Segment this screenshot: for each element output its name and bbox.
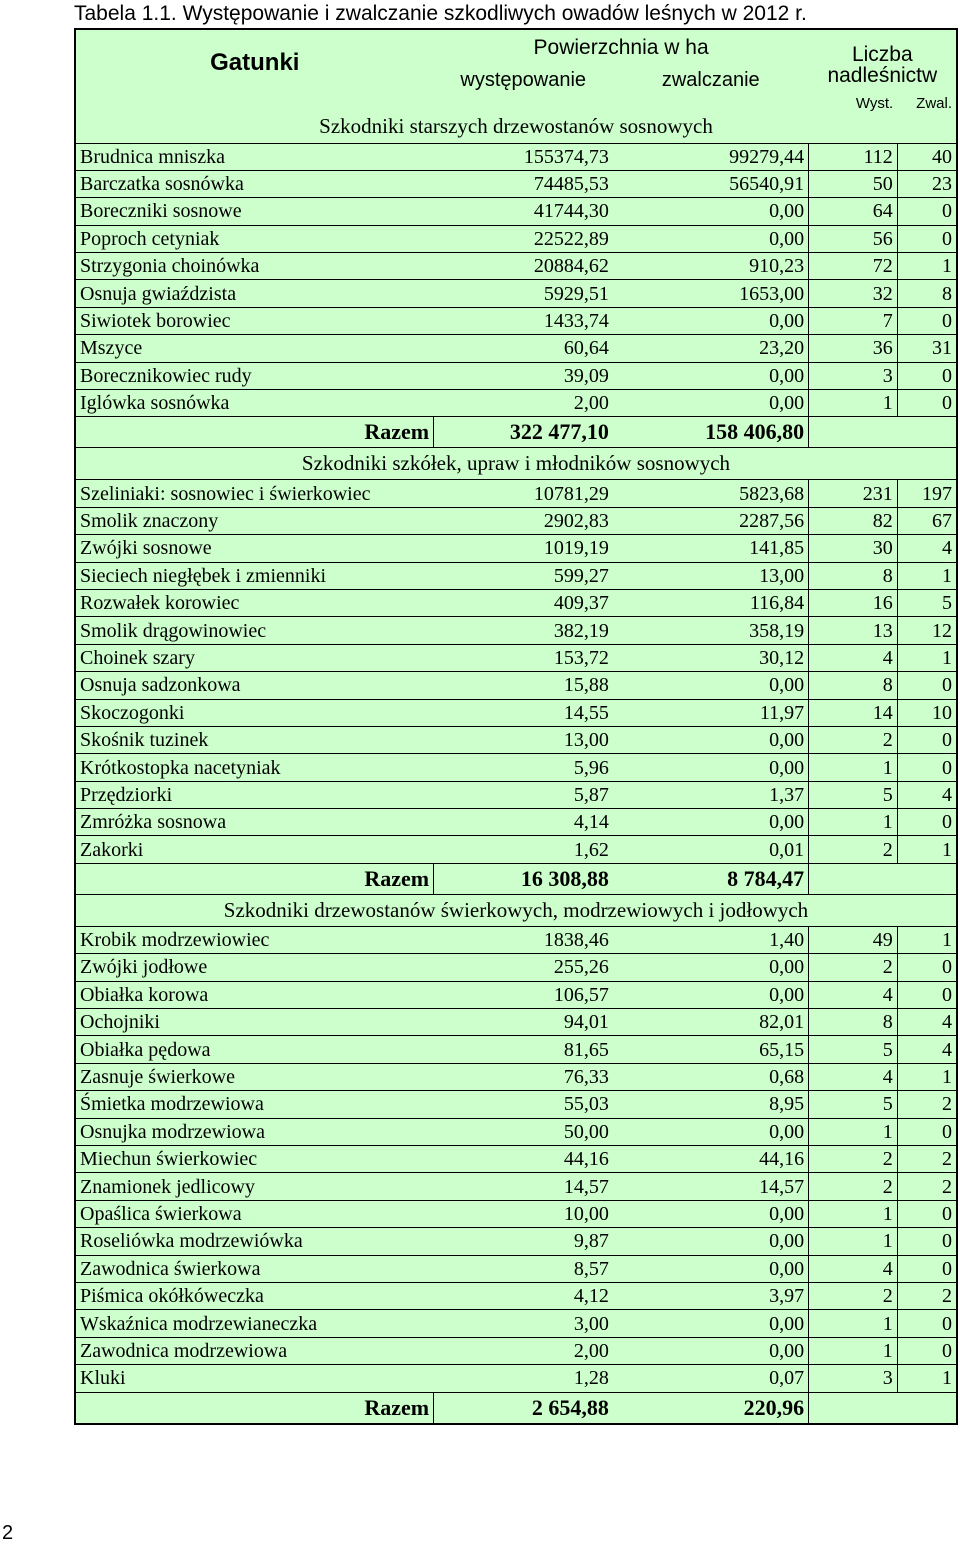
species-name: Obiałka korowa (75, 981, 434, 1008)
districts-occurrence: 56 (809, 225, 898, 252)
districts-occurrence: 13 (809, 617, 898, 644)
species-name: Zakorki (75, 836, 434, 863)
control-area: 0,00 (613, 1200, 809, 1227)
header-zwal: Zwal. (916, 95, 952, 111)
occurrence-area: 8,57 (434, 1255, 613, 1282)
districts-occurrence: 8 (809, 1009, 898, 1036)
table-body (75, 111, 957, 1424)
table-row (75, 672, 957, 699)
total-row (75, 417, 957, 448)
districts-control: 4 (897, 535, 957, 562)
table-row (75, 280, 957, 307)
districts-control: 1 (897, 1063, 957, 1090)
districts-control: 197 (897, 480, 957, 507)
table-row (75, 1091, 957, 1118)
occurrence-area: 4,14 (434, 809, 613, 836)
control-area: 82,01 (613, 1009, 809, 1036)
table-row (75, 362, 957, 389)
total-row (75, 1392, 957, 1424)
districts-control: 0 (897, 954, 957, 981)
districts-occurrence: 4 (809, 1063, 898, 1090)
species-name: Rozwałek korowiec (75, 589, 434, 616)
districts-control: 8 (897, 280, 957, 307)
occurrence-area: 76,33 (434, 1063, 613, 1090)
species-name: Wskaźnica modrzewianeczka (75, 1310, 434, 1337)
table-row (75, 198, 957, 225)
occurrence-area: 2902,83 (434, 507, 613, 534)
districts-occurrence: 2 (809, 1146, 898, 1173)
control-area: 0,68 (613, 1063, 809, 1090)
districts-control: 5 (897, 589, 957, 616)
table-row (75, 335, 957, 362)
occurrence-area: 60,64 (434, 335, 613, 362)
occurrence-area: 1,62 (434, 836, 613, 863)
section-header-row (75, 894, 957, 926)
districts-occurrence: 72 (809, 253, 898, 280)
districts-control: 0 (897, 1255, 957, 1282)
species-name: Szeliniaki: sosnowiec i świerkowiec (75, 480, 434, 507)
table-caption: Tabela 1.1. Występowanie i zwalczanie szkodliwych owadów leśnych w 2012 r. (74, 2, 807, 25)
districts-control: 0 (897, 390, 957, 417)
occurrence-area: 20884,62 (434, 253, 613, 280)
districts-occurrence: 32 (809, 280, 898, 307)
control-area: 358,19 (613, 617, 809, 644)
occurrence-area: 9,87 (434, 1228, 613, 1255)
table-row (75, 1310, 957, 1337)
table-row (75, 225, 957, 252)
control-area: 5823,68 (613, 480, 809, 507)
occurrence-area: 155374,73 (434, 143, 613, 170)
occurrence-area: 106,57 (434, 981, 613, 1008)
total-label: Razem (75, 863, 434, 894)
districts-control: 0 (897, 672, 957, 699)
districts-occurrence: 64 (809, 198, 898, 225)
occurrence-area: 74485,53 (434, 170, 613, 197)
districts-occurrence: 5 (809, 781, 898, 808)
districts-control: 0 (897, 1118, 957, 1145)
table-row (75, 390, 957, 417)
districts-occurrence: 4 (809, 644, 898, 671)
species-name: Osnuja gwiaździsta (75, 280, 434, 307)
districts-control: 0 (897, 726, 957, 753)
header-zwalczanie: zwalczanie (661, 69, 760, 91)
control-area: 0,00 (613, 1310, 809, 1337)
districts-occurrence: 1 (809, 1228, 898, 1255)
table-row (75, 1009, 957, 1036)
species-name: Borecznikowiec rudy (75, 362, 434, 389)
occurrence-area: 15,88 (434, 672, 613, 699)
species-name: Znamionek jedlicowy (75, 1173, 434, 1200)
occurrence-area: 599,27 (434, 562, 613, 589)
districts-control: 10 (897, 699, 957, 726)
table-row (75, 589, 957, 616)
species-name: Miechun świerkowiec (75, 1146, 434, 1173)
control-area: 0,00 (613, 981, 809, 1008)
districts-occurrence: 2 (809, 954, 898, 981)
table-row (75, 1200, 957, 1227)
occurrence-area: 1,28 (434, 1365, 613, 1392)
occurrence-area: 1433,74 (434, 307, 613, 334)
species-name: Przędziorki (75, 781, 434, 808)
table-row (75, 1146, 957, 1173)
total-empty (809, 1392, 957, 1424)
districts-occurrence: 4 (809, 1255, 898, 1282)
control-area: 0,00 (613, 1228, 809, 1255)
occurrence-area: 1838,46 (434, 926, 613, 953)
table-row (75, 143, 957, 170)
control-area: 8,95 (613, 1091, 809, 1118)
control-area: 13,00 (613, 562, 809, 589)
districts-control: 4 (897, 1036, 957, 1063)
table-row (75, 981, 957, 1008)
species-name: Śmietka modrzewiowa (75, 1091, 434, 1118)
districts-control: 2 (897, 1282, 957, 1309)
control-area: 0,00 (613, 390, 809, 417)
districts-control: 0 (897, 981, 957, 1008)
species-name: Zwójki jodłowe (75, 954, 434, 981)
occurrence-area: 22522,89 (434, 225, 613, 252)
districts-occurrence: 82 (809, 507, 898, 534)
control-area: 0,00 (613, 307, 809, 334)
control-area: 30,12 (613, 644, 809, 671)
table-row (75, 1063, 957, 1090)
occurrence-area: 5,87 (434, 781, 613, 808)
control-area: 0,00 (613, 809, 809, 836)
districts-occurrence: 3 (809, 1365, 898, 1392)
table-row (75, 836, 957, 863)
species-name: Kluki (75, 1365, 434, 1392)
districts-occurrence: 2 (809, 836, 898, 863)
districts-control: 40 (897, 143, 957, 170)
total-empty (809, 417, 957, 448)
control-area: 0,00 (613, 1337, 809, 1364)
occurrence-area: 14,57 (434, 1173, 613, 1200)
control-area: 56540,91 (613, 170, 809, 197)
districts-control: 0 (897, 307, 957, 334)
districts-control: 0 (897, 1337, 957, 1364)
districts-control: 0 (897, 1310, 957, 1337)
table-row (75, 1365, 957, 1392)
species-name: Skośnik tuzinek (75, 726, 434, 753)
occurrence-area: 41744,30 (434, 198, 613, 225)
districts-control: 0 (897, 198, 957, 225)
districts-control: 2 (897, 1173, 957, 1200)
species-name: Barczatka sosnówka (75, 170, 434, 197)
section-title: Szkodniki drzewostanów świerkowych, modrzewiowych i jodłowych (223, 897, 809, 922)
control-area: 3,97 (613, 1282, 809, 1309)
section-title: Szkodniki szkółek, upraw i młodników sosnowych (301, 451, 731, 476)
districts-occurrence: 5 (809, 1091, 898, 1118)
species-name: Mszyce (75, 335, 434, 362)
districts-occurrence: 2 (809, 1173, 898, 1200)
districts-control: 67 (897, 507, 957, 534)
table-row (75, 1173, 957, 1200)
total-label: Razem (75, 1392, 434, 1424)
districts-control: 0 (897, 754, 957, 781)
districts-control: 23 (897, 170, 957, 197)
occurrence-area: 10781,29 (434, 480, 613, 507)
species-name: Smolik znaczony (75, 507, 434, 534)
districts-control: 1 (897, 836, 957, 863)
districts-occurrence: 5 (809, 1036, 898, 1063)
occurrence-area: 4,12 (434, 1282, 613, 1309)
control-area: 1653,00 (613, 280, 809, 307)
control-area: 0,00 (613, 225, 809, 252)
districts-control: 0 (897, 1228, 957, 1255)
districts-occurrence: 16 (809, 589, 898, 616)
occurrence-area: 5,96 (434, 754, 613, 781)
control-area: 44,16 (613, 1146, 809, 1173)
districts-control: 0 (897, 1200, 957, 1227)
total-occurrence: 2 654,88 (434, 1392, 613, 1424)
control-area: 0,00 (613, 198, 809, 225)
table-row (75, 699, 957, 726)
districts-control: 4 (897, 1009, 957, 1036)
districts-occurrence: 1 (809, 390, 898, 417)
species-name: Osnuja sadzonkowa (75, 672, 434, 699)
control-area: 0,00 (613, 672, 809, 699)
species-name: Poproch cetyniak (75, 225, 434, 252)
species-name: Krobik modrzewiowiec (75, 926, 434, 953)
section-header-row (75, 111, 957, 143)
species-name: Brudnica mniszka (75, 143, 434, 170)
control-area: 910,23 (613, 253, 809, 280)
table-row (75, 170, 957, 197)
districts-control: 2 (897, 1091, 957, 1118)
table-row (75, 1228, 957, 1255)
table-row (75, 1118, 957, 1145)
control-area: 99279,44 (613, 143, 809, 170)
occurrence-area: 94,01 (434, 1009, 613, 1036)
occurrence-area: 14,55 (434, 699, 613, 726)
control-area: 0,00 (613, 362, 809, 389)
districts-occurrence: 2 (809, 726, 898, 753)
districts-control: 1 (897, 253, 957, 280)
table-row (75, 480, 957, 507)
species-name: Zasnuje świerkowe (75, 1063, 434, 1090)
districts-control: 4 (897, 781, 957, 808)
districts-control: 0 (897, 809, 957, 836)
districts-control: 31 (897, 335, 957, 362)
species-name: Osnujka modrzewiowa (75, 1118, 434, 1145)
species-name: Zawodnica modrzewiowa (75, 1337, 434, 1364)
total-control: 220,96 (613, 1392, 809, 1424)
districts-control: 1 (897, 926, 957, 953)
species-name: Siwiotek borowiec (75, 307, 434, 334)
control-area: 2287,56 (613, 507, 809, 534)
districts-occurrence: 8 (809, 562, 898, 589)
control-area: 0,00 (613, 954, 809, 981)
districts-occurrence: 1 (809, 1337, 898, 1364)
header-wystepowanie: występowanie (460, 69, 587, 91)
occurrence-area: 255,26 (434, 954, 613, 981)
table-row (75, 535, 957, 562)
total-empty (809, 863, 957, 894)
districts-control: 0 (897, 362, 957, 389)
species-name: Ochojniki (75, 1009, 434, 1036)
header-powierzchnia: Powierzchnia w ha (533, 36, 709, 59)
districts-occurrence: 3 (809, 362, 898, 389)
table-row (75, 1036, 957, 1063)
districts-control: 1 (897, 644, 957, 671)
table-row (75, 1255, 957, 1282)
species-name: Zawodnica świerkowa (75, 1255, 434, 1282)
districts-occurrence: 36 (809, 335, 898, 362)
occurrence-area: 153,72 (434, 644, 613, 671)
control-area: 0,00 (613, 754, 809, 781)
occurrence-area: 39,09 (434, 362, 613, 389)
header-liczba (809, 29, 957, 65)
species-name: Obiałka pędowa (75, 1036, 434, 1063)
species-name: Sieciech niegłębek i zmienniki (75, 562, 434, 589)
districts-occurrence: 2 (809, 1282, 898, 1309)
occurrence-area: 382,19 (434, 617, 613, 644)
table-row (75, 1282, 957, 1309)
header-wyst: Wyst. (855, 95, 894, 111)
insects-table (74, 28, 958, 1425)
districts-occurrence: 30 (809, 535, 898, 562)
control-area: 0,00 (613, 1255, 809, 1282)
total-control: 8 784,47 (613, 863, 809, 894)
species-name: Skoczogonki (75, 699, 434, 726)
control-area: 116,84 (613, 589, 809, 616)
control-area: 1,37 (613, 781, 809, 808)
species-name: Boreczniki sosnowe (75, 198, 434, 225)
table-row (75, 562, 957, 589)
districts-occurrence: 8 (809, 672, 898, 699)
table-row (75, 726, 957, 753)
occurrence-area: 50,00 (434, 1118, 613, 1145)
districts-control: 2 (897, 1146, 957, 1173)
species-name: Strzygonia choinówka (75, 253, 434, 280)
table-row (75, 253, 957, 280)
total-label: Razem (75, 417, 434, 448)
districts-occurrence: 1 (809, 809, 898, 836)
occurrence-area: 5929,51 (434, 280, 613, 307)
control-area: 0,00 (613, 1118, 809, 1145)
control-area: 141,85 (613, 535, 809, 562)
species-name: Krótkostopka nacetyniak (75, 754, 434, 781)
occurrence-area: 2,00 (434, 1337, 613, 1364)
species-name: Choinek szary (75, 644, 434, 671)
table-row (75, 507, 957, 534)
control-area: 23,20 (613, 335, 809, 362)
page-number: 2 (2, 1522, 14, 1544)
species-name: Zmróżka sosnowa (75, 809, 434, 836)
districts-occurrence: 112 (809, 143, 898, 170)
control-area: 14,57 (613, 1173, 809, 1200)
species-name: Smolik drągowinowiec (75, 617, 434, 644)
occurrence-area: 2,00 (434, 390, 613, 417)
section-header-row (75, 448, 957, 480)
table-row (75, 307, 957, 334)
occurrence-area: 10,00 (434, 1200, 613, 1227)
species-name: Opaślica świerkowa (75, 1200, 434, 1227)
occurrence-area: 81,65 (434, 1036, 613, 1063)
districts-occurrence: 50 (809, 170, 898, 197)
districts-occurrence: 4 (809, 981, 898, 1008)
districts-occurrence: 231 (809, 480, 898, 507)
districts-occurrence: 14 (809, 699, 898, 726)
table-row (75, 617, 957, 644)
control-area: 1,40 (613, 926, 809, 953)
districts-occurrence: 1 (809, 1118, 898, 1145)
table-row (75, 926, 957, 953)
districts-control: 1 (897, 562, 957, 589)
header-gatunki: Gatunki (210, 48, 300, 76)
total-control: 158 406,80 (613, 417, 809, 448)
occurrence-area: 55,03 (434, 1091, 613, 1118)
header-spacer (75, 95, 809, 111)
species-name: Zwójki sosnowe (75, 535, 434, 562)
total-row (75, 863, 957, 894)
table-row (75, 809, 957, 836)
districts-occurrence: 1 (809, 1200, 898, 1227)
header-liczba-line2: nadleśnictw (827, 65, 938, 87)
occurrence-area: 1019,19 (434, 535, 613, 562)
districts-occurrence: 7 (809, 307, 898, 334)
districts-control: 12 (897, 617, 957, 644)
species-name: Iglówka sosnówka (75, 390, 434, 417)
occurrence-area: 13,00 (434, 726, 613, 753)
total-occurrence: 16 308,88 (434, 863, 613, 894)
districts-control: 0 (897, 225, 957, 252)
occurrence-area: 409,37 (434, 589, 613, 616)
occurrence-area: 44,16 (434, 1146, 613, 1173)
control-area: 0,01 (613, 836, 809, 863)
control-area: 11,97 (613, 699, 809, 726)
table-row (75, 781, 957, 808)
species-name: Piśmica okółkóweczka (75, 1282, 434, 1309)
occurrence-area: 3,00 (434, 1310, 613, 1337)
districts-occurrence: 49 (809, 926, 898, 953)
control-area: 0,00 (613, 726, 809, 753)
table-row (75, 644, 957, 671)
districts-control: 1 (897, 1365, 957, 1392)
control-area: 65,15 (613, 1036, 809, 1063)
header-liczba-line1: Liczba (851, 43, 913, 65)
species-name: Roseliówka modrzewiówka (75, 1228, 434, 1255)
table-row (75, 754, 957, 781)
table-row (75, 1337, 957, 1364)
section-title: Szkodniki starszych drzewostanów sosnowych (319, 114, 713, 139)
districts-occurrence: 1 (809, 1310, 898, 1337)
table-row (75, 954, 957, 981)
districts-occurrence: 1 (809, 754, 898, 781)
control-area: 0,07 (613, 1365, 809, 1392)
total-occurrence: 322 477,10 (434, 417, 613, 448)
